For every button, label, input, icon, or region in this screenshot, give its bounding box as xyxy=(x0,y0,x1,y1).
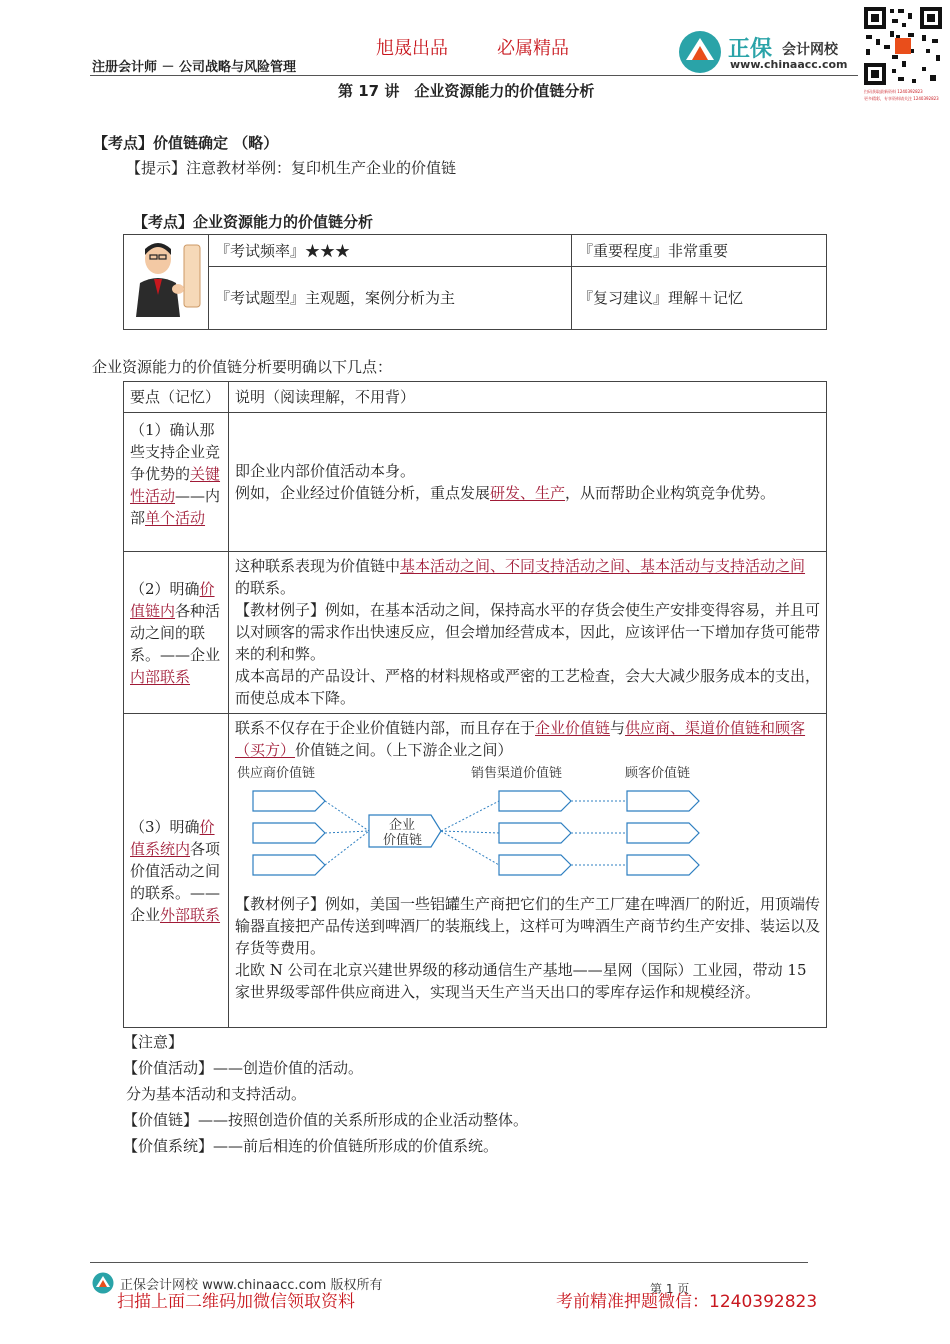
logo-url: www.chinaacc.com xyxy=(730,58,848,71)
enterprise-label-2: 价值链 xyxy=(383,833,423,848)
section1-hint: 【提示】注意教材举例：复印机生产企业的价值链 xyxy=(126,159,457,177)
point-3-desc-3: 北欧 N 公司在北京兴建世界级的移动通信生产基地——星网（国际）工业园，带动 15 家世界级零部件供应商进入，实现当天生产当天出口的零库存运作和规模经济。 xyxy=(235,961,807,1001)
channel-arrow-2 xyxy=(499,823,571,843)
customer-arrow-3 xyxy=(627,855,699,875)
logo-name: 正保 xyxy=(728,37,773,62)
customer-arrow-1 xyxy=(627,791,699,811)
value-system-diagram xyxy=(235,763,705,889)
supplier-arrow-3 xyxy=(253,855,325,875)
footer-logo-icon xyxy=(92,1272,114,1294)
point-1-desc xyxy=(229,413,827,552)
table-row xyxy=(124,714,827,1028)
intro-text: 企业资源能力的价值链分析要明确以下几点： xyxy=(92,358,393,376)
point-1-desc-1: 即企业内部价值活动本身。 xyxy=(235,462,416,480)
point-3-desc-1: 联系不仅存在于企业价值链内部，而且存在于企业价值链与供应商、渠道价值链和顾客（买方）价值链之间。（上下游企业之间） xyxy=(235,719,806,759)
logo-school: 会计网校 xyxy=(782,42,838,58)
point-2-highlight-a: 价值链内 xyxy=(130,579,215,620)
footer-copyright: 正保会计网校 www.chinaacc.com 版权所有 xyxy=(120,1278,383,1293)
note-value-chain: 【价值链】——按照创造价值的关系所形成的企业活动整体。 xyxy=(123,1111,529,1129)
section2-heading: 【考点】企业资源能力的价值链分析 xyxy=(133,213,374,231)
footer-divider xyxy=(90,1262,808,1263)
points-table xyxy=(123,381,827,1028)
teacher-cell xyxy=(124,235,209,330)
channel-chain-label: 销售渠道价值链 xyxy=(471,766,563,781)
channel-arrow-1 xyxy=(499,791,571,811)
exam-frequency: 『考试频率』★★★ xyxy=(209,235,572,267)
point-3-highlight-b: 外部联系 xyxy=(160,905,221,924)
qr-code xyxy=(862,5,944,87)
point-2-desc-3: 成本高昂的产品设计、严格的材料规格或严密的工艺检查，会大大减少服务成本的支出，而使总成本下降。 xyxy=(235,667,821,707)
supplier-arrow-2 xyxy=(253,823,325,843)
point-1-desc-highlight: 研发、生产 xyxy=(490,484,566,502)
point-2-cell xyxy=(124,552,229,714)
point-3-text-a: （3）明确 xyxy=(130,817,200,836)
col-header-points: 要点（记忆） xyxy=(124,382,229,413)
promo-right: 考前精准押题微信：1240392823 xyxy=(556,1292,818,1312)
teacher-avatar xyxy=(126,237,206,321)
supplier-chain-label: 供应商价值链 xyxy=(237,766,316,781)
point-3-highlight-d: 供应商、渠道价值链和顾客（买方） xyxy=(235,719,806,759)
point-3-highlight-a: 价值系统内 xyxy=(130,817,215,858)
table-header-row xyxy=(124,382,827,413)
point-2-text-b: 各种活动之间的联系。——企业 xyxy=(130,601,221,664)
point-2-text-a: （2）明确 xyxy=(130,579,200,598)
promo-left: 扫描上面二维码加微信领取资料 xyxy=(117,1292,355,1312)
section1-heading: 【考点】价值链确定 （略） xyxy=(93,134,279,152)
enterprise-label-1: 企业 xyxy=(389,818,416,833)
question-type: 『考试题型』主观题，案例分析为主 xyxy=(209,267,572,330)
point-1-highlight-b: 单个活动 xyxy=(145,509,206,527)
slogan-left: 旭晟出品 xyxy=(376,38,448,59)
point-1-text-b: ——内部 xyxy=(130,487,221,527)
note-value-system: 【价值系统】——前后相连的价值链所形成的价值系统。 xyxy=(123,1137,499,1155)
slogan-right: 必属精品 xyxy=(497,38,569,59)
supplier-arrow-1 xyxy=(253,791,325,811)
customer-arrow-2 xyxy=(627,823,699,843)
col-header-explanation: 说明（阅读理解，不用背） xyxy=(229,382,827,413)
point-2-desc xyxy=(229,552,827,714)
lecture-title: 第 17 讲 企业资源能力的价值链分析 xyxy=(338,82,595,100)
point-3-text-b: 各项价值活动之间的联系。——企业 xyxy=(130,839,221,924)
table-row xyxy=(124,413,827,552)
review-advice: 『复习建议』理解＋记忆 xyxy=(572,267,827,330)
subject-title: 注册会计师 － 公司战略与风险管理 xyxy=(92,60,297,75)
point-1-cell xyxy=(124,413,229,552)
point-2-desc-highlight: 基本活动之间、不同支持活动之间、基本活动与支持活动之间 xyxy=(400,557,806,575)
info-table xyxy=(123,234,827,330)
point-3-cell xyxy=(124,714,229,1028)
customer-chain-label: 顾客价值链 xyxy=(625,766,691,781)
point-1-desc-2: 例如，企业经过价值链分析，重点发展研发、生产，从而帮助企业构筑竞争优势。 xyxy=(235,484,776,502)
importance: 『重要程度』非常重要 xyxy=(572,235,827,267)
note-value-activity: 【价值活动】——创造价值的活动。 xyxy=(123,1059,364,1077)
point-3-highlight-c: 企业价值链 xyxy=(535,719,611,737)
point-3-desc xyxy=(229,714,827,1028)
logo-icon xyxy=(678,30,722,74)
point-1-text-a: （1）确认那些支持企业竞争优势的 xyxy=(130,421,221,483)
footer-page-number: 第 1 页 xyxy=(650,1282,690,1296)
point-3-desc-2: 【教材例子】例如，美国一些铝罐生产商把它们的生产工厂建在啤酒厂的附近，用顶端传输器直接把产品传送到啤酒厂的装瓶线上，这样可为啤酒生产商节约生产安排、装运以及存货等费用。 xyxy=(235,895,821,957)
point-2-desc-1: 这种联系表现为价值链中基本活动之间、不同支持活动之间、基本活动与支持活动之间的联系。 xyxy=(235,557,806,597)
point-2-desc-2: 【教材例子】例如，在基本活动之间，保持高水平的存货会使生产安排变得容易，并且可以对顾客的需求作出快速反应，但会增加经营成本，因此，应该评估一下增加存货可能带来的利和弊。 xyxy=(235,601,821,663)
channel-arrow-3 xyxy=(499,855,571,875)
header-divider xyxy=(90,75,858,76)
table-row xyxy=(124,552,827,714)
qr-caption-1: 扫码获取最新资料 1240392823 xyxy=(864,89,923,94)
note-activity-types: 分为基本活动和支持活动。 xyxy=(126,1085,307,1103)
point-1-highlight-a: 关键性活动 xyxy=(130,465,221,505)
site-logo xyxy=(678,30,856,76)
point-2-highlight-b: 内部联系 xyxy=(130,667,191,686)
qr-caption-2: 更多精彩，专享资料请关注 1240392823 xyxy=(864,96,939,101)
notes-title: 【注意】 xyxy=(123,1033,184,1051)
